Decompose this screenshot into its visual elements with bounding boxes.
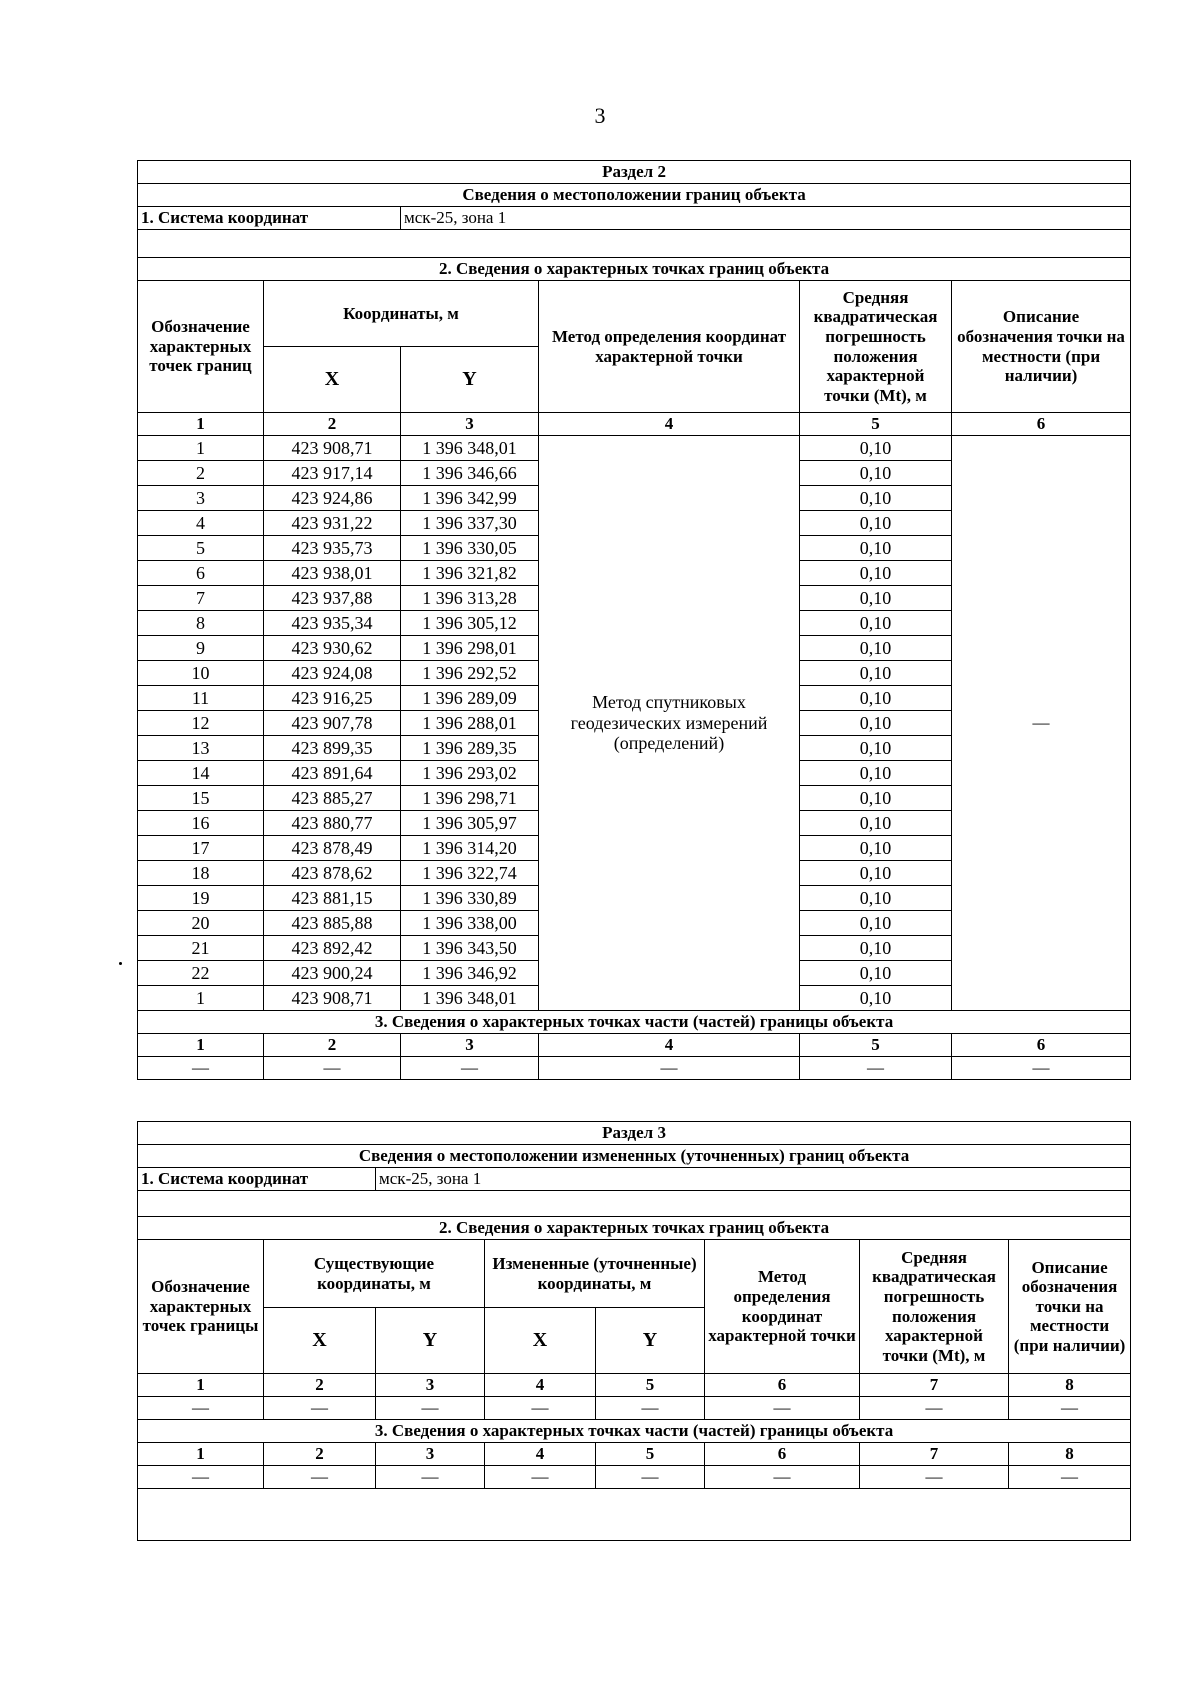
coord-y: 1 396 330,89 xyxy=(401,886,539,911)
mean-error-value: 0,10 xyxy=(800,986,952,1011)
point-number: 12 xyxy=(138,711,264,736)
column-number: 6 xyxy=(705,1374,860,1397)
coord-x: 423 924,86 xyxy=(264,486,401,511)
header-coordinates: Координаты, м xyxy=(264,281,539,347)
column-number: 7 xyxy=(860,1374,1009,1397)
coord-y: 1 396 330,05 xyxy=(401,536,539,561)
dash-cell: — xyxy=(138,1397,264,1420)
point-number: 8 xyxy=(138,611,264,636)
coord-y: 1 396 343,50 xyxy=(401,936,539,961)
coord-y: 1 396 305,12 xyxy=(401,611,539,636)
coord-y: 1 396 348,01 xyxy=(401,436,539,461)
coord-x: 423 885,27 xyxy=(264,786,401,811)
point-number: 19 xyxy=(138,886,264,911)
coord-x: 423 930,62 xyxy=(264,636,401,661)
method-value: Метод спутниковых геодезических измерений (определений) xyxy=(539,436,800,1011)
mean-error-value: 0,10 xyxy=(800,911,952,936)
dash-cell: — xyxy=(800,1057,952,1080)
header-changed-x: X xyxy=(485,1308,596,1374)
coord-y: 1 396 293,02 xyxy=(401,761,539,786)
column-number: 3 xyxy=(401,1034,539,1057)
dash-cell: — xyxy=(376,1466,485,1489)
section-2-title: Раздел 2 xyxy=(138,161,1131,184)
coord-x: 423 935,34 xyxy=(264,611,401,636)
coord-x: 423 908,71 xyxy=(264,986,401,1011)
description-value: — xyxy=(952,436,1131,1011)
dash-cell: — xyxy=(705,1466,860,1489)
dash-cell: — xyxy=(485,1397,596,1420)
coord-x: 423 891,64 xyxy=(264,761,401,786)
coord-y: 1 396 348,01 xyxy=(401,986,539,1011)
points-section-title: 2. Сведения о характерных точках границ объекта xyxy=(138,258,1131,281)
parts-empty-row xyxy=(138,1057,1131,1080)
coord-x: 423 924,08 xyxy=(264,661,401,686)
coord-y: 1 396 337,30 xyxy=(401,511,539,536)
column-number: 2 xyxy=(264,1443,376,1466)
coord-x: 423 881,15 xyxy=(264,886,401,911)
coord-y: 1 396 289,09 xyxy=(401,686,539,711)
coord-x: 423 917,14 xyxy=(264,461,401,486)
mean-error-value: 0,10 xyxy=(800,961,952,986)
coord-y: 1 396 314,20 xyxy=(401,836,539,861)
column-number: 2 xyxy=(264,1034,401,1057)
section-3-title: Раздел 3 xyxy=(138,1122,1131,1145)
column-number: 6 xyxy=(705,1443,860,1466)
mean-error-value: 0,10 xyxy=(800,511,952,536)
coord-y: 1 396 322,74 xyxy=(401,861,539,886)
dash-cell: — xyxy=(138,1466,264,1489)
point-number: 13 xyxy=(138,736,264,761)
coord-x: 423 931,22 xyxy=(264,511,401,536)
header-description: Описание обозначения точки на местности (при наличии) xyxy=(952,281,1131,413)
coord-x: 423 878,62 xyxy=(264,861,401,886)
column-number: 8 xyxy=(1009,1374,1131,1397)
points-section-title: 2. Сведения о характерных точках границ объекта xyxy=(138,1217,1131,1240)
mean-error-value: 0,10 xyxy=(800,686,952,711)
point-number: 15 xyxy=(138,786,264,811)
header-method: Метод определения координат характерной точки xyxy=(705,1240,860,1374)
point-number: 22 xyxy=(138,961,264,986)
mean-error-value: 0,10 xyxy=(800,661,952,686)
column-number: 2 xyxy=(264,413,401,436)
header-mean-error: Средняя квадратическая погрешность положения характерной точки (Mt), м xyxy=(800,281,952,413)
section-3-table xyxy=(137,1121,1131,1541)
dash-cell: — xyxy=(264,1466,376,1489)
point-number: 4 xyxy=(138,511,264,536)
points-empty-row xyxy=(138,1397,1131,1420)
mean-error-value: 0,10 xyxy=(800,811,952,836)
coord-y: 1 396 346,66 xyxy=(401,461,539,486)
column-number: 5 xyxy=(596,1374,705,1397)
spacer-row xyxy=(138,1191,1131,1217)
coord-system-label: 1. Система координат xyxy=(138,207,401,230)
coord-y: 1 396 305,97 xyxy=(401,811,539,836)
mean-error-value: 0,10 xyxy=(800,761,952,786)
parts-column-numbers-row xyxy=(138,1034,1131,1057)
coord-y: 1 396 338,00 xyxy=(401,911,539,936)
dash-cell: — xyxy=(1009,1466,1131,1489)
column-number: 1 xyxy=(138,1443,264,1466)
mean-error-value: 0,10 xyxy=(800,736,952,761)
point-number: 20 xyxy=(138,911,264,936)
point-number: 14 xyxy=(138,761,264,786)
header-x: X xyxy=(264,347,401,413)
point-number: 5 xyxy=(138,536,264,561)
mean-error-value: 0,10 xyxy=(800,936,952,961)
mean-error-value: 0,10 xyxy=(800,886,952,911)
column-number: 5 xyxy=(800,413,952,436)
coord-y: 1 396 321,82 xyxy=(401,561,539,586)
parts-section-title: 3. Сведения о характерных точках части (частей) границы объекта xyxy=(138,1420,1131,1443)
column-number: 4 xyxy=(539,413,800,436)
dash-cell: — xyxy=(138,1057,264,1080)
header-description: Описание обозначения точки на местности (при наличии) xyxy=(1009,1240,1131,1374)
column-number: 6 xyxy=(952,1034,1131,1057)
section-3-subtitle: Сведения о местоположении измененных (уточненных) границ объекта xyxy=(138,1145,1131,1168)
point-number: 17 xyxy=(138,836,264,861)
coord-x: 423 938,01 xyxy=(264,561,401,586)
coord-x: 423 907,78 xyxy=(264,711,401,736)
column-number: 1 xyxy=(138,1034,264,1057)
parts-column-numbers-row xyxy=(138,1443,1131,1466)
dash-cell: — xyxy=(264,1397,376,1420)
dash-cell: — xyxy=(1009,1397,1131,1420)
point-number: 9 xyxy=(138,636,264,661)
column-number: 6 xyxy=(952,413,1131,436)
point-number: 11 xyxy=(138,686,264,711)
coord-x: 423 900,24 xyxy=(264,961,401,986)
dash-cell: — xyxy=(705,1397,860,1420)
column-number: 4 xyxy=(485,1443,596,1466)
coord-system-value: мск-25, зона 1 xyxy=(376,1168,1131,1191)
coord-y: 1 396 342,99 xyxy=(401,486,539,511)
dash-cell: — xyxy=(952,1057,1131,1080)
point-number: 6 xyxy=(138,561,264,586)
dash-cell: — xyxy=(401,1057,539,1080)
coord-x: 423 880,77 xyxy=(264,811,401,836)
coord-x: 423 878,49 xyxy=(264,836,401,861)
header-existing-y: Y xyxy=(376,1308,485,1374)
point-number: 10 xyxy=(138,661,264,686)
mean-error-value: 0,10 xyxy=(800,611,952,636)
header-existing-x: X xyxy=(264,1308,376,1374)
dash-cell: — xyxy=(596,1466,705,1489)
column-number: 2 xyxy=(264,1374,376,1397)
mean-error-value: 0,10 xyxy=(800,861,952,886)
column-number: 5 xyxy=(800,1034,952,1057)
column-number: 3 xyxy=(376,1374,485,1397)
point-row xyxy=(138,436,1131,461)
column-number: 4 xyxy=(539,1034,800,1057)
point-number: 3 xyxy=(138,486,264,511)
dash-cell: — xyxy=(485,1466,596,1489)
point-number: 2 xyxy=(138,461,264,486)
mean-error-value: 0,10 xyxy=(800,561,952,586)
coord-y: 1 396 289,35 xyxy=(401,736,539,761)
column-numbers-row xyxy=(138,1374,1131,1397)
column-number: 3 xyxy=(376,1443,485,1466)
point-number: 7 xyxy=(138,586,264,611)
coord-y: 1 396 288,01 xyxy=(401,711,539,736)
mean-error-value: 0,10 xyxy=(800,536,952,561)
mean-error-value: 0,10 xyxy=(800,836,952,861)
mean-error-value: 0,10 xyxy=(800,486,952,511)
coord-y: 1 396 346,92 xyxy=(401,961,539,986)
header-method: Метод определения координат характерной точки xyxy=(539,281,800,413)
dash-cell: — xyxy=(860,1466,1009,1489)
coord-x: 423 916,25 xyxy=(264,686,401,711)
column-numbers-row xyxy=(138,413,1131,436)
coord-x: 423 892,42 xyxy=(264,936,401,961)
header-y: Y xyxy=(401,347,539,413)
coord-y: 1 396 292,52 xyxy=(401,661,539,686)
point-number: 21 xyxy=(138,936,264,961)
stray-mark xyxy=(119,962,122,965)
header-point-designation: Обозначение характерных точек границы xyxy=(138,1240,264,1374)
footer-empty-row xyxy=(138,1489,1131,1541)
section-2-table xyxy=(137,160,1131,1080)
coord-x: 423 908,71 xyxy=(264,436,401,461)
mean-error-value: 0,10 xyxy=(800,711,952,736)
parts-section-title: 3. Сведения о характерных точках части (частей) границы объекта xyxy=(138,1011,1131,1034)
point-number: 1 xyxy=(138,436,264,461)
point-number: 16 xyxy=(138,811,264,836)
column-number: 4 xyxy=(485,1374,596,1397)
column-number: 1 xyxy=(138,413,264,436)
header-point-designation: Обозначение характерных точек границ xyxy=(138,281,264,413)
page-number: 3 xyxy=(594,103,606,128)
section-2-subtitle: Сведения о местоположении границ объекта xyxy=(138,184,1131,207)
header-changed-coordinates: Измененные (уточненные) координаты, м xyxy=(485,1240,705,1308)
parts-empty-row xyxy=(138,1466,1131,1489)
column-number: 3 xyxy=(401,413,539,436)
dash-cell: — xyxy=(376,1397,485,1420)
column-number: 7 xyxy=(860,1443,1009,1466)
header-mean-error: Средняя квадратическая погрешность положения характерной точки (Mt), м xyxy=(860,1240,1009,1374)
coord-x: 423 937,88 xyxy=(264,586,401,611)
dash-cell: — xyxy=(539,1057,800,1080)
column-number: 8 xyxy=(1009,1443,1131,1466)
mean-error-value: 0,10 xyxy=(800,786,952,811)
dash-cell: — xyxy=(264,1057,401,1080)
coord-x: 423 899,35 xyxy=(264,736,401,761)
coord-system-value: мск-25, зона 1 xyxy=(401,207,1131,230)
coord-system-label: 1. Система координат xyxy=(138,1168,376,1191)
column-number: 1 xyxy=(138,1374,264,1397)
point-number: 18 xyxy=(138,861,264,886)
header-changed-y: Y xyxy=(596,1308,705,1374)
spacer-row xyxy=(138,230,1131,258)
column-number: 5 xyxy=(596,1443,705,1466)
point-number: 1 xyxy=(138,986,264,1011)
mean-error-value: 0,10 xyxy=(800,586,952,611)
coord-x: 423 885,88 xyxy=(264,911,401,936)
mean-error-value: 0,10 xyxy=(800,636,952,661)
coord-y: 1 396 298,71 xyxy=(401,786,539,811)
header-existing-coordinates: Существующие координаты, м xyxy=(264,1240,485,1308)
mean-error-value: 0,10 xyxy=(800,461,952,486)
dash-cell: — xyxy=(860,1397,1009,1420)
coord-y: 1 396 298,01 xyxy=(401,636,539,661)
dash-cell: — xyxy=(596,1397,705,1420)
mean-error-value: 0,10 xyxy=(800,436,952,461)
coord-x: 423 935,73 xyxy=(264,536,401,561)
coord-y: 1 396 313,28 xyxy=(401,586,539,611)
